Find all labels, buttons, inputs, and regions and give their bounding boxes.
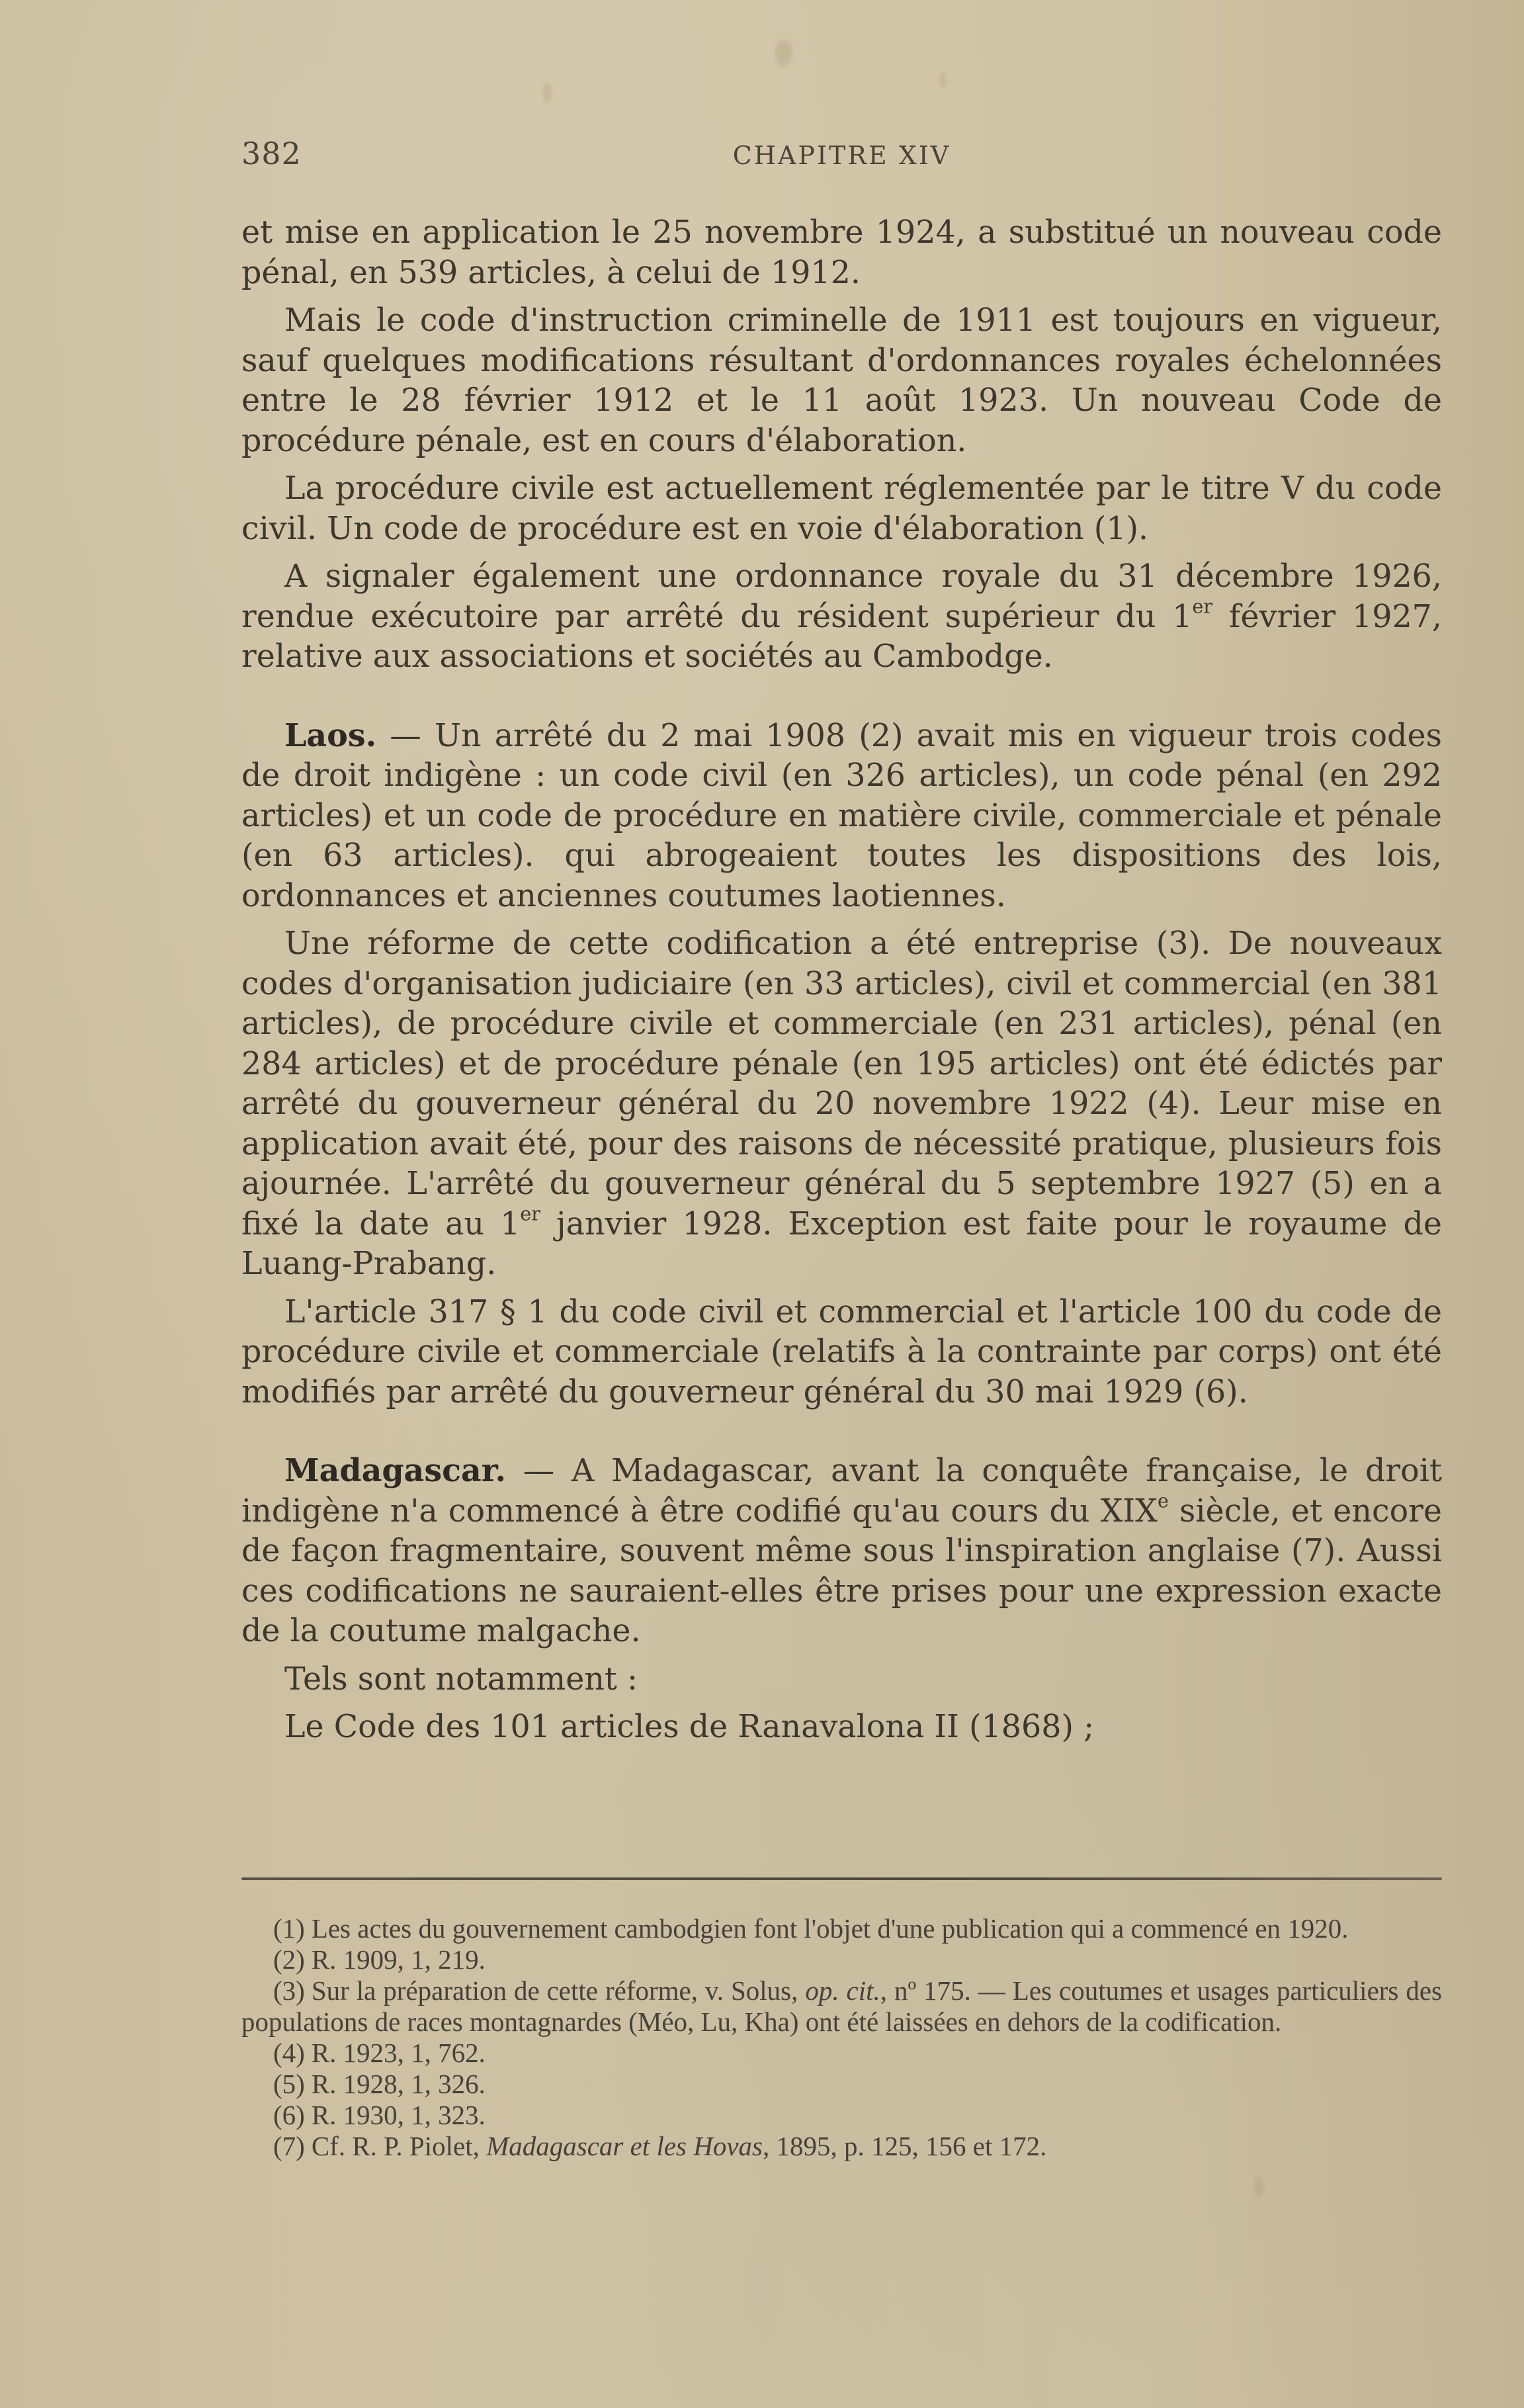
paper-stain [1254,2176,1263,2196]
paragraph [241,557,1442,677]
footnote-text: , nº 175. — Les coutumes et usages particuliers des populations de races montagnardes (Méo, Lu, Kha) ont été laissées en dehors de la codification. [241,1975,1442,2037]
footnote [241,1944,1442,1975]
paragraph: Tels sont notamment : [284,1660,638,1698]
page-number: 382 [241,136,302,171]
paragraph: Le Code des 101 articles de Ranavalona II (1868) ; [284,1709,1095,1745]
section-madagascar [241,1451,1442,1652]
footnote [241,2100,1442,2131]
footnote-number: (6) [273,2100,305,2130]
text-run: siècle, et encore de façon fragmentaire, souvent même sous l'inspiration anglaise (7). Aussi ces codifications ne sauraient-elles être prises pour une expression exacte de la coutume malgache. [241,1492,1442,1649]
footnote [241,1975,1442,2038]
chapter-title: CHAPITRE XIV [732,141,951,170]
footnote [241,1913,1442,1944]
footnote-separator [241,1877,1442,1880]
footnote-number: (5) [273,2069,305,2099]
running-header [241,136,1442,175]
text-run: A signaler également une ordonnance royale du 31 décembre 1926, rendue exécutoire par arrêté du résident supérieur du 1 [241,558,1442,635]
footnote-text: Sur la préparation de cette réforme, v. Solus, [311,1975,806,2006]
paper-stain [775,40,792,66]
paragraph: Mais le code d'instruction criminelle de 1911 est toujours en vigueur, sauf quelques modifications résultant d'ordonnances royales échelonnées entre le 28 février 1912 et le 11 août 1923. Un nouveau Code de procédure pénale, est en cours d'élaboration. [241,302,1442,459]
footnote-text: Les actes du gouvernement cambodgien font l'objet d'une publication qui a commencé en 1920. [311,1913,1349,1944]
text-run: — Un arrêté du 2 mai 1908 (2) avait mis en vigueur trois codes de droit indigène : un code civil (en 326 articles), un code pénal (en 292 articles) et un code de procédure en matière civile, commerciale et pénale (en 63 articles). qui abrogeaient toutes les dispositions des lois, ordonnances et anciennes coutumes laotiennes. [241,717,1442,914]
footnote [241,2038,1442,2069]
superscript: e [1158,1490,1169,1512]
footnotes [241,1913,1442,2162]
footnote [241,2131,1442,2162]
footnote-italic: Madagascar et les Hovas [486,2131,763,2161]
footnote-text: R. 1909, 1, 219. [311,1944,486,1975]
superscript: er [1192,595,1213,618]
footnote-number: (2) [273,1944,305,1975]
footnote-text: R. 1930, 1, 323. [311,2100,486,2130]
main-text [241,213,1442,1756]
paragraph [241,924,1442,1285]
footnote-text: , 1895, p. 125, 156 et 172. [763,2131,1047,2161]
paragraph: La procédure civile est actuellement réglementée par le titre V du code civil. Un code de procédure est en voie d'élaboration (1). [241,470,1442,547]
paragraph: L'article 317 § 1 du code civil et commercial et l'article 100 du code de procédure civile et commerciale (relatifs à la contrainte par corps) ont été modifiés par arrêté du gouverneur général du 30 mai 1929 (6). [241,1293,1442,1410]
footnote-text: Cf. R. P. Piolet, [311,2131,487,2161]
footnote-italic: op. cit. [805,1975,880,2006]
text-run: — A Madagascar, avant la conquête française, le droit indigène n'a commencé à être codifié qu'au cours du XIX [241,1453,1442,1529]
text-run: Une réforme de cette codification a été entreprise (3). De nouveaux codes d'organisation judiciaire (en 33 articles), civil et commercial (en 381 articles), de procédure civile et commerciale (en 231 articles), pénal (en 284 articles) et de procédure pénale (en 195 articles) ont été édictés par arrêté du gouverneur général du 20 novembre 1922 (4). Leur mise en application avait été, pour des raisons de nécessité pratique, plusieurs fois ajournée. L'arrêté du gouverneur général du 5 septembre 1927 (5) en a fixé la date au 1 [241,925,1442,1242]
paper-stain [939,73,946,87]
paper-stain [542,83,552,103]
text-run: janvier 1928. Exception est faite pour le royaume de Luang-Prabang. [241,1205,1443,1282]
superscript: er [520,1203,540,1225]
section-laos [241,716,1442,917]
text-run: février 1927, relative aux associations et sociétés au Cambodge. [241,598,1442,675]
footnote-number: (4) [273,2038,305,2068]
footnote [241,2069,1442,2100]
footnote-number: (1) [273,1913,305,1944]
section-heading: Madagascar. [284,1452,506,1489]
paragraph: et mise en application le 25 novembre 1924, a substitué un nouveau code pénal, en 539 articles, à celui de 1912. [241,214,1442,291]
section-heading: Laos. [284,716,377,754]
footnote-number: (3) [273,1975,305,2006]
footnote-text: R. 1928, 1, 326. [311,2069,486,2099]
footnote-text: R. 1923, 1, 762. [311,2038,486,2068]
footnote-number: (7) [273,2131,305,2161]
